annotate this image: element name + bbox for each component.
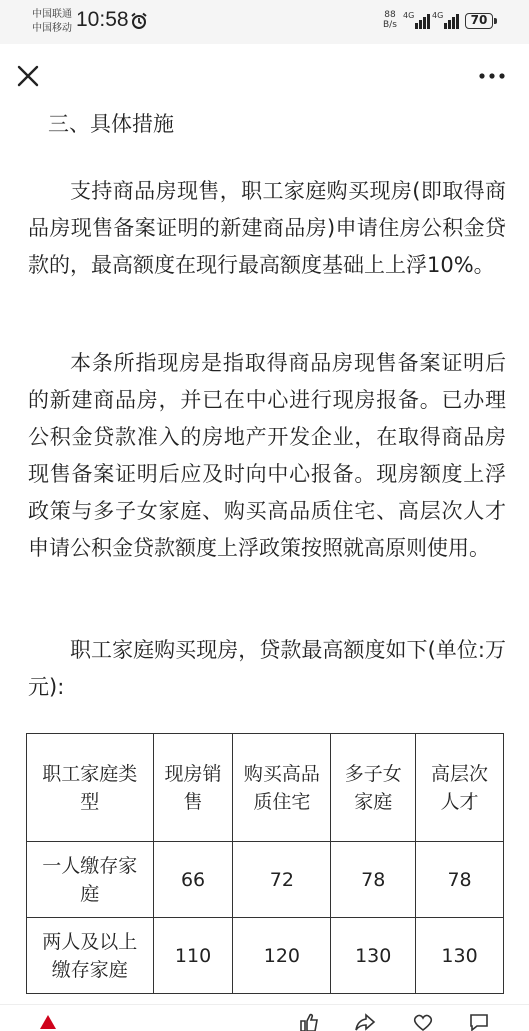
table-header-cell: 现房销售 xyxy=(153,734,233,842)
net-speed-unit: B/s xyxy=(383,20,397,30)
table-cell: 一人缴存家庭 xyxy=(27,842,154,918)
table-cell: 78 xyxy=(416,842,504,918)
signal-1 xyxy=(403,13,435,29)
article-paragraph-1: 支持商品房现售，职工家庭购买现房(即取得商品房现售备案证明的新建商品房)申请住房公积金贷款的，最高额度在现行最高额度基础上上浮10%。 xyxy=(28,179,506,277)
net-speed xyxy=(383,10,397,30)
battery-indicator: 70 xyxy=(465,13,493,29)
carrier-1: 中国联通 xyxy=(32,9,72,20)
status-time: 10:58 xyxy=(76,8,129,31)
loan-quota-table xyxy=(26,733,504,994)
signal-bars-icon xyxy=(438,13,460,29)
top-navigation xyxy=(0,44,529,110)
table-header-cell: 多子女家庭 xyxy=(331,734,416,842)
table-header-cell: 购买高品质住宅 xyxy=(233,734,331,842)
alarm-icon xyxy=(130,12,148,30)
table-cell: 72 xyxy=(233,842,331,918)
table-header-cell: 职工家庭类型 xyxy=(27,734,154,842)
table-cell: 66 xyxy=(153,842,233,918)
signal-1-label: 4G xyxy=(403,11,415,20)
table-row xyxy=(27,842,504,918)
table-cell: 130 xyxy=(331,918,416,994)
close-icon[interactable] xyxy=(14,62,42,90)
favorite-icon[interactable] xyxy=(412,1013,434,1031)
carrier-2: 中国移动 xyxy=(32,23,72,34)
carrier-info xyxy=(32,8,72,36)
comment-icon[interactable] xyxy=(468,1013,490,1031)
logo-icon xyxy=(38,1013,58,1031)
share-icon[interactable] xyxy=(354,1013,376,1031)
table-cell: 两人及以上缴存家庭 xyxy=(27,918,154,994)
table-cell: 110 xyxy=(153,918,233,994)
more-icon[interactable] xyxy=(477,66,507,86)
section-heading: 三、具体措施 xyxy=(48,112,174,136)
signal-bars-icon xyxy=(409,13,431,29)
signal-2-label: 4G xyxy=(432,11,444,20)
bottom-toolbar xyxy=(0,1004,529,1031)
table-header-cell: 高层次人才 xyxy=(416,734,504,842)
like-icon[interactable] xyxy=(298,1013,320,1031)
table-cell: 78 xyxy=(331,842,416,918)
net-speed-value: 88 xyxy=(384,10,396,20)
table-header-row xyxy=(27,734,504,842)
table-cell: 120 xyxy=(233,918,331,994)
article-paragraph-3: 职工家庭购买现房，贷款最高额度如下(单位:万元): xyxy=(28,638,506,699)
article-paragraph-2: 本条所指现房是指取得商品房现售备案证明后的新建商品房，并已在中心进行现房报备。已办理公积金贷款准入的房地产开发企业，在取得商品房现售备案证明后应及时向中心报备。现房额度上浮政策与多子女家庭、购买高品质住宅、高层次人才申请公积金贷款额度上浮政策按照就高原则使用。 xyxy=(28,351,506,560)
table-row xyxy=(27,918,504,994)
table-cell: 130 xyxy=(416,918,504,994)
status-bar xyxy=(0,0,529,44)
signal-2 xyxy=(432,13,464,29)
